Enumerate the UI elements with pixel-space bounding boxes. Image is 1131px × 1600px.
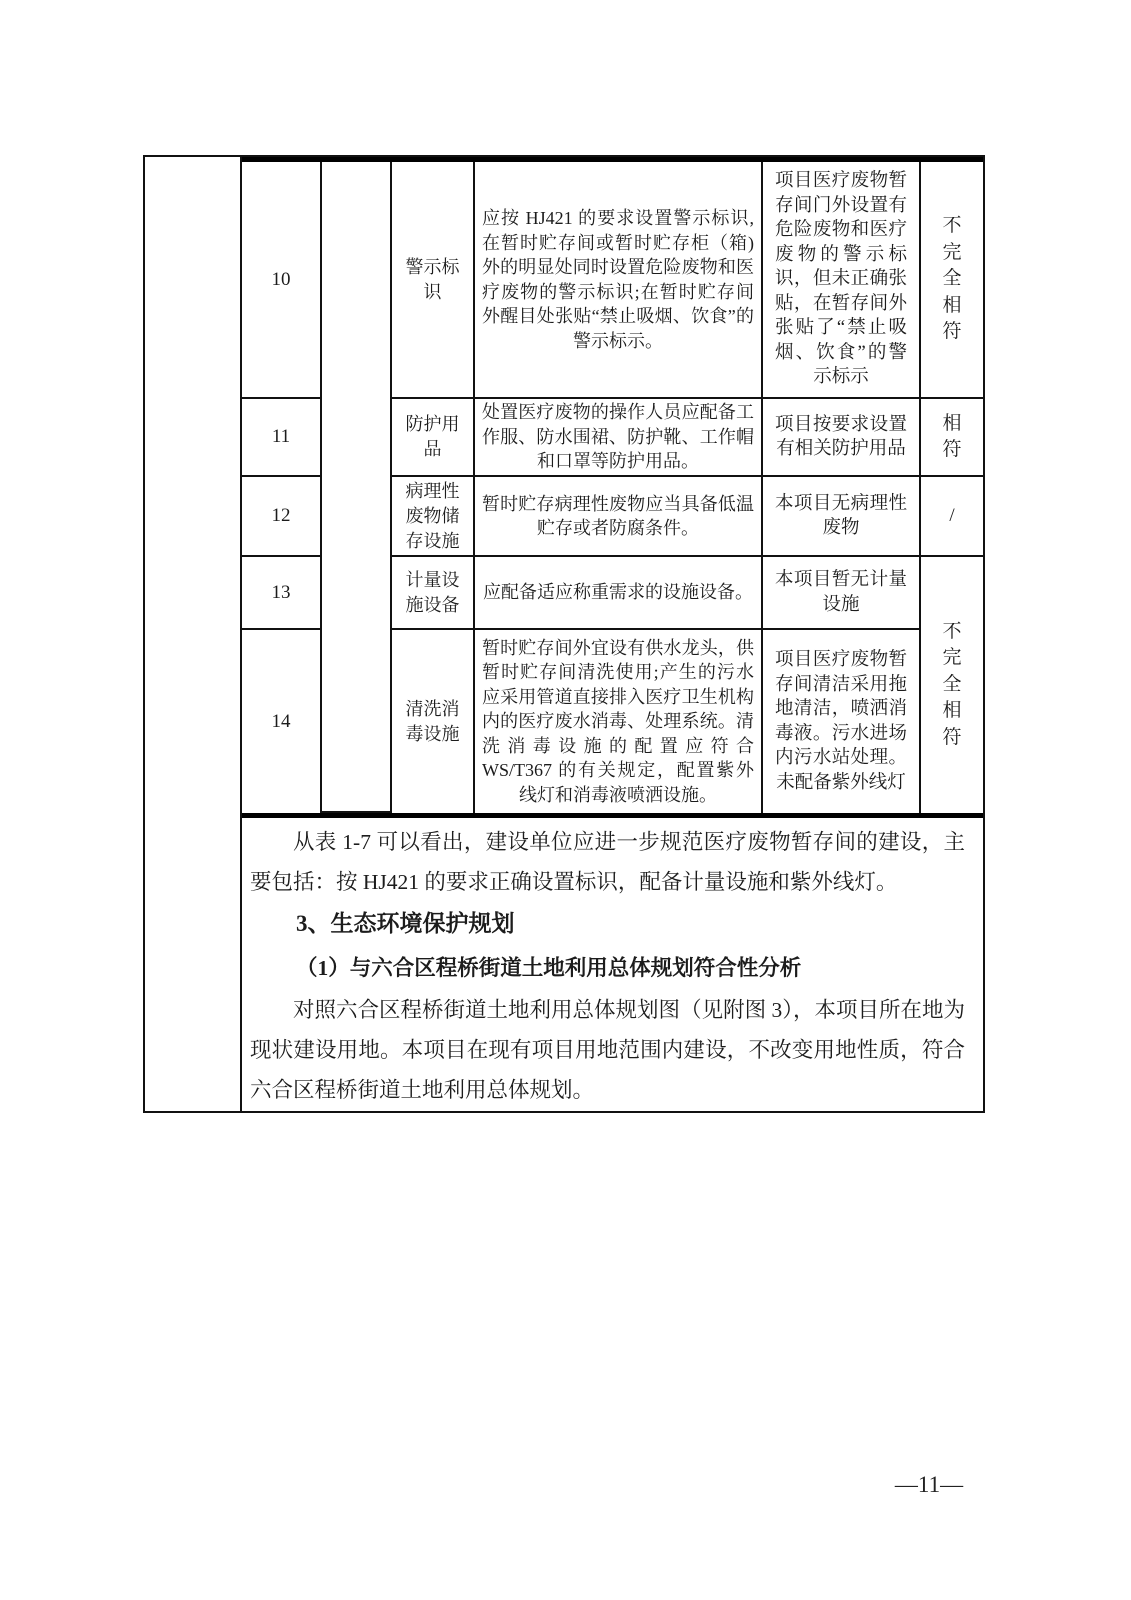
row-14-requirement-cell	[475, 630, 763, 813]
row-13-number: 13	[271, 581, 291, 603]
subsection-heading: （1）与六合区程桥街道土地利用总体规划符合性分析	[296, 956, 802, 980]
row-10-status: 不完全相符	[942, 215, 962, 343]
row-11-number: 11	[271, 426, 291, 447]
row-11-status: 相符	[942, 412, 962, 460]
page-number: —11—	[894, 1472, 964, 1497]
row-11-item: 防护用品	[405, 414, 460, 459]
category-spanner-cell	[322, 162, 392, 813]
row-12-item-cell	[392, 477, 475, 557]
row-13-requirement-cell	[475, 557, 763, 630]
row-12-number-cell	[242, 477, 322, 557]
row-10-item-cell	[392, 162, 475, 399]
form-main-area	[242, 157, 983, 1111]
row-12-requirement-cell	[475, 477, 763, 557]
section-heading: 3、生态环境保护规划	[296, 911, 515, 936]
row-12-status: /	[949, 504, 955, 526]
row-10-status-cell	[921, 162, 983, 399]
row-11-number-cell	[242, 399, 322, 477]
row-14-actual-cell	[763, 630, 921, 813]
row-13-14-status-cell	[921, 557, 983, 813]
row-12-number: 12	[271, 505, 291, 526]
row-12-actual-cell	[763, 477, 921, 557]
row-12-item: 病理性废物储存设施	[405, 480, 460, 551]
row-10-requirement-cell	[475, 162, 763, 399]
row-13-actual: 本项目暂无计量设施	[775, 570, 907, 615]
row-12-requirement: 暂时贮存病理性废物应当具备低温贮存或者防腐条件。	[482, 493, 754, 538]
form-frame	[143, 155, 985, 1113]
compliance-table	[242, 157, 983, 818]
row-10-number: 10	[271, 268, 291, 290]
row-11-actual: 项目按要求设置有相关防护用品	[775, 414, 907, 459]
analysis-paragraph: 对照六合区程桥街道土地利用总体规划图（见附图 3），本项目所在地为现状建设用地。本项目在现有项目用地范围内建设，不改变用地性质，符合六合区程桥街道土地利用总体规划。	[250, 998, 965, 1102]
row-14-actual: 项目医疗废物暂存间清洁采用拖地清洁，喷洒消毒液。污水进场内污水站处理。未配备紫外线灯	[775, 650, 907, 793]
form-left-column	[145, 157, 242, 1111]
row-12-actual: 本项目无病理性废物	[775, 493, 907, 538]
body-text-area	[242, 818, 983, 1111]
row-12-status-cell	[921, 477, 983, 557]
row-10-number-cell	[242, 162, 322, 399]
row-10-actual-cell	[763, 162, 921, 399]
row-14-requirement: 暂时贮存间外宜设有供水龙头，供暂时贮存间清洗使用;产生的污水应采用管道直接排入医疗卫生机构内的医疗废水消毒、处理系统。清洗消毒设施的配置应符合 WS/T367 的有关规定，配置紫外线灯和消毒液喷洒设施。	[482, 637, 754, 805]
row-14-item-cell	[392, 630, 475, 813]
summary-paragraph: 从表 1-7 可以看出，建设单位应进一步规范医疗废物暂存间的建设，主要包括：按 HJ421 的要求正确设置标识，配备计量设施和紫外线灯。	[250, 830, 965, 894]
row-10-actual: 项目医疗废物暂存间门外设置有危险废物和医疗废物的警示标识，但未正确张贴，在暂存间外张贴了“禁止吸烟、饮食”的警示标示	[775, 171, 907, 388]
row-14-number: 14	[271, 710, 291, 732]
row-13-item-cell	[392, 557, 475, 630]
row-11-actual-cell	[763, 399, 921, 477]
row-13-number-cell	[242, 557, 322, 630]
row-11-item-cell	[392, 399, 475, 477]
row-11-requirement-cell	[475, 399, 763, 477]
row-11-requirement: 处置医疗废物的操作人员应配备工作服、防水围裙、防护靴、工作帽和口罩等防护用品。	[482, 402, 754, 472]
row-10-item: 警示标识	[405, 256, 460, 302]
row-11-status-cell	[921, 399, 983, 477]
row-13-actual-cell	[763, 557, 921, 630]
row-14-number-cell	[242, 630, 322, 813]
row-10-requirement: 应按 HJ421 的要求设置警示标识,在暂时贮存间或暂时贮存柜（箱)外的明显处同时设置危险废物和医疗废物的警示标识;在暂时贮存间外醒目处张贴“禁止吸烟、饮食”的警示标示。	[482, 208, 754, 351]
row-14-item: 清洗消毒设施	[405, 698, 460, 744]
row-13-14-status: 不完全相符	[942, 620, 962, 748]
row-13-item: 计量设施设备	[405, 569, 460, 615]
row-13-requirement: 应配备适应称重需求的设施设备。	[483, 582, 753, 603]
